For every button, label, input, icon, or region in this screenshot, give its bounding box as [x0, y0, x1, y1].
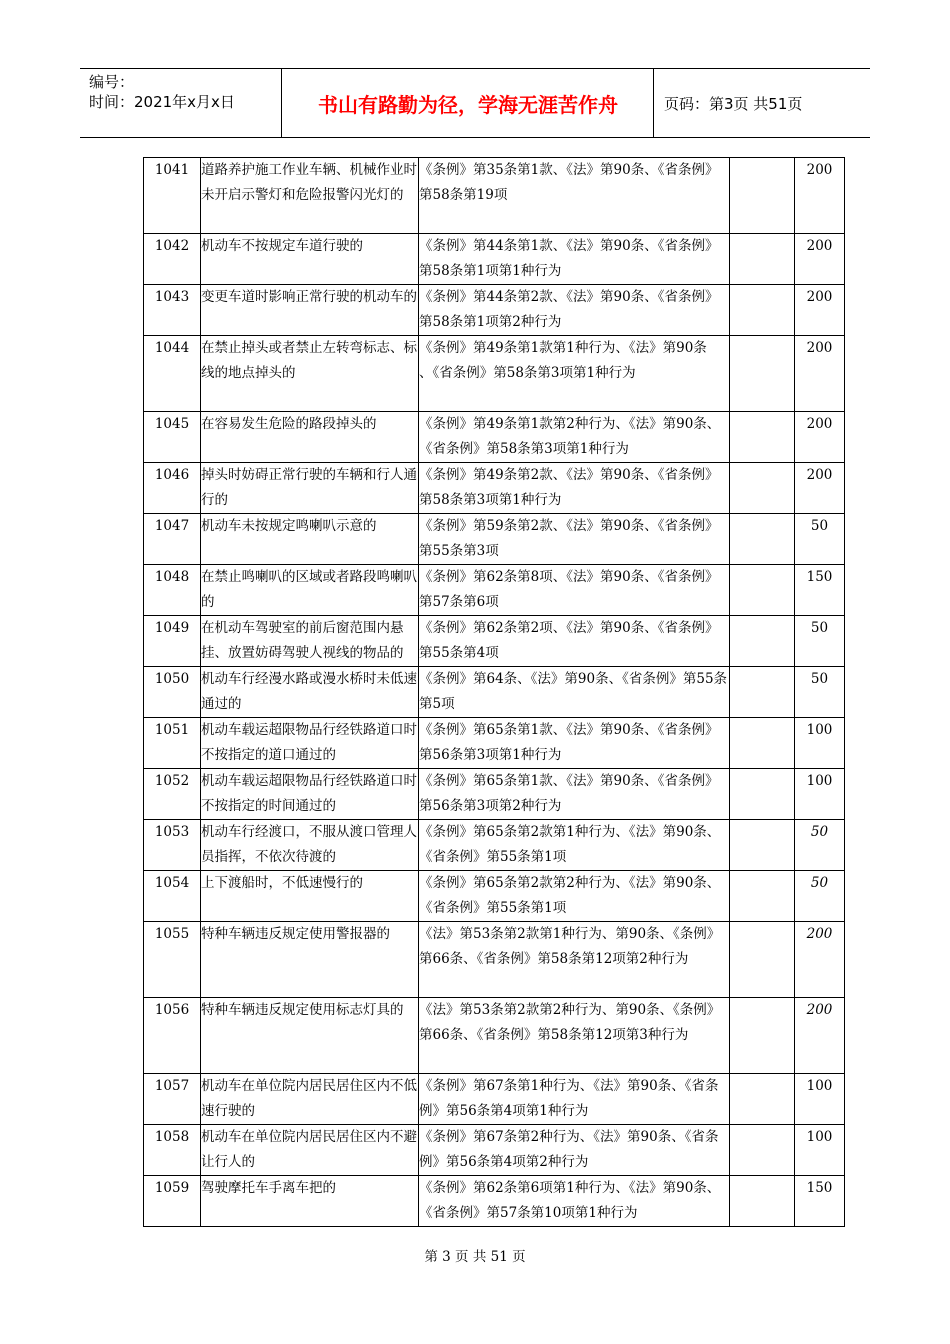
header-motto: 书山有路勤为径，学海无涯苦作舟 — [283, 69, 654, 137]
row-code: 1058 — [144, 1125, 201, 1176]
row-code: 1055 — [144, 922, 201, 998]
row-blank-cell — [730, 1125, 795, 1176]
row-fine-amount: 100 — [795, 1125, 845, 1176]
page-footer: 第 3 页 共 51 页 — [424, 1249, 526, 1265]
header-page-label: 页码：第3页 共51页 — [664, 94, 803, 113]
row-legal-reference: 《条例》第62条第2项、《法》第90条、《省条例》第55条第4项 — [419, 616, 730, 667]
row-blank-cell — [730, 667, 795, 718]
row-fine-amount: 200 — [795, 412, 845, 463]
row-legal-reference: 《条例》第62条第8项、《法》第90条、《省条例》第57条第6项 — [419, 565, 730, 616]
table-row — [144, 769, 845, 820]
row-code: 1057 — [144, 1074, 201, 1125]
row-fine-amount: 200 — [795, 285, 845, 336]
row-blank-cell — [730, 820, 795, 871]
row-legal-reference: 《条例》第65条第1款、《法》第90条、《省条例》第56条第3项第2种行为 — [419, 769, 730, 820]
row-description: 机动车行经渡口，不服从渡口管理人员指挥，不依次待渡的 — [201, 820, 419, 871]
row-fine-amount: 200 — [795, 463, 845, 514]
table-row — [144, 718, 845, 769]
row-description: 掉头时妨碍正常行驶的车辆和行人通行的 — [201, 463, 419, 514]
row-blank-cell — [730, 565, 795, 616]
table-row — [144, 871, 845, 922]
table-row — [144, 158, 845, 234]
row-description: 特种车辆违反规定使用警报器的 — [201, 922, 419, 998]
row-code: 1045 — [144, 412, 201, 463]
row-legal-reference: 《条例》第44条第1款、《法》第90条、《省条例》第58条第1项第1种行为 — [419, 234, 730, 285]
row-code: 1050 — [144, 667, 201, 718]
row-code: 1043 — [144, 285, 201, 336]
row-code: 1049 — [144, 616, 201, 667]
row-code: 1059 — [144, 1176, 201, 1227]
row-code: 1053 — [144, 820, 201, 871]
row-code: 1042 — [144, 234, 201, 285]
row-description: 机动车在单位院内居民居住区内不低速行驶的 — [201, 1074, 419, 1125]
row-description: 上下渡船时，不低速慢行的 — [201, 871, 419, 922]
row-legal-reference: 《条例》第44条第2款、《法》第90条、《省条例》第58条第1项第2种行为 — [419, 285, 730, 336]
violation-table — [143, 157, 845, 1227]
row-description: 变更车道时影响正常行驶的机动车的 — [201, 285, 419, 336]
row-description: 道路养护施工作业车辆、机械作业时未开启示警灯和危险报警闪光灯的 — [201, 158, 419, 234]
row-legal-reference: 《条例》第65条第1款、《法》第90条、《省条例》第56条第3项第1种行为 — [419, 718, 730, 769]
row-fine-amount: 50 — [795, 820, 845, 871]
table-row — [144, 463, 845, 514]
table-row — [144, 1074, 845, 1125]
row-description: 机动车在单位院内居民居住区内不避让行人的 — [201, 1125, 419, 1176]
row-blank-cell — [730, 1074, 795, 1125]
row-blank-cell — [730, 412, 795, 463]
row-fine-amount: 200 — [795, 234, 845, 285]
table-row — [144, 998, 845, 1074]
row-fine-amount: 200 — [795, 336, 845, 412]
row-blank-cell — [730, 998, 795, 1074]
row-fine-amount: 200 — [795, 998, 845, 1074]
row-code: 1041 — [144, 158, 201, 234]
row-code: 1048 — [144, 565, 201, 616]
table-row — [144, 616, 845, 667]
row-legal-reference: 《条例》第59条第2款、《法》第90条、《省条例》第55条第3项 — [419, 514, 730, 565]
time-label: 时间：2021年x月x日 — [89, 93, 235, 111]
row-description: 机动车行经漫水路或漫水桥时未低速通过的 — [201, 667, 419, 718]
row-legal-reference: 《条例》第35条第1款、《法》第90条、《省条例》第58条第19项 — [419, 158, 730, 234]
table-row — [144, 820, 845, 871]
row-description: 在禁止鸣喇叭的区域或者路段鸣喇叭的 — [201, 565, 419, 616]
row-fine-amount: 150 — [795, 1176, 845, 1227]
header-meta — [80, 69, 282, 137]
row-legal-reference: 《条例》第65条第2款第1种行为、《法》第90条、《省条例》第55条第1项 — [419, 820, 730, 871]
table-row — [144, 1125, 845, 1176]
row-description: 机动车未按规定鸣喇叭示意的 — [201, 514, 419, 565]
row-description: 在机动车驾驶室的前后窗范围内悬挂、放置妨碍驾驶人视线的物品的 — [201, 616, 419, 667]
row-legal-reference: 《条例》第49条第1款第1种行为、《法》第90条 、《省条例》第58条第3项第1种行为 — [419, 336, 730, 412]
row-legal-reference: 《条例》第67条第1种行为、《法》第90条、《省条例》第56条第4项第1种行为 — [419, 1074, 730, 1125]
row-blank-cell — [730, 1176, 795, 1227]
row-description: 在禁止掉头或者禁止左转弯标志、标线的地点掉头的 — [201, 336, 419, 412]
row-fine-amount: 50 — [795, 616, 845, 667]
row-blank-cell — [730, 769, 795, 820]
row-legal-reference: 《条例》第64条、《法》第90条、《省条例》第55条第5项 — [419, 667, 730, 718]
row-code: 1052 — [144, 769, 201, 820]
row-blank-cell — [730, 718, 795, 769]
row-legal-reference: 《条例》第62条第6项第1种行为、《法》第90条、《省条例》第57条第10项第1种行为 — [419, 1176, 730, 1227]
table-row — [144, 922, 845, 998]
row-blank-cell — [730, 463, 795, 514]
row-fine-amount: 50 — [795, 514, 845, 565]
row-description: 在容易发生危险的路段掉头的 — [201, 412, 419, 463]
table-row — [144, 565, 845, 616]
row-code: 1047 — [144, 514, 201, 565]
row-blank-cell — [730, 285, 795, 336]
row-blank-cell — [730, 234, 795, 285]
violation-table-body — [144, 158, 845, 1227]
page-header — [80, 68, 870, 138]
row-description: 特种车辆违反规定使用标志灯具的 — [201, 998, 419, 1074]
row-description: 机动车不按规定车道行驶的 — [201, 234, 419, 285]
row-code: 1046 — [144, 463, 201, 514]
row-blank-cell — [730, 871, 795, 922]
row-fine-amount: 100 — [795, 718, 845, 769]
row-legal-reference: 《条例》第49条第2款、《法》第90条、《省条例》第58条第3项第1种行为 — [419, 463, 730, 514]
row-legal-reference: 《条例》第49条第1款第2种行为、《法》第90条、《省条例》第58条第3项第1种行为 — [419, 412, 730, 463]
row-fine-amount: 200 — [795, 158, 845, 234]
row-fine-amount: 100 — [795, 769, 845, 820]
row-fine-amount: 200 — [795, 922, 845, 998]
row-legal-reference: 《法》第53条第2款第1种行为、第90条、《条例》第66条、《省条例》第58条第12项第2种行为 — [419, 922, 730, 998]
row-fine-amount: 150 — [795, 565, 845, 616]
row-fine-amount: 100 — [795, 1074, 845, 1125]
row-code: 1051 — [144, 718, 201, 769]
row-blank-cell — [730, 158, 795, 234]
row-blank-cell — [730, 616, 795, 667]
row-blank-cell — [730, 514, 795, 565]
number-label: 编号： — [89, 73, 135, 91]
row-legal-reference: 《条例》第65条第2款第2种行为、《法》第90条、《省条例》第55条第1项 — [419, 871, 730, 922]
table-row — [144, 336, 845, 412]
row-description: 机动车载运超限物品行经铁路道口时不按指定的时间通过的 — [201, 769, 419, 820]
row-code: 1056 — [144, 998, 201, 1074]
row-description: 驾驶摩托车手离车把的 — [201, 1176, 419, 1227]
row-blank-cell — [730, 922, 795, 998]
table-row — [144, 1176, 845, 1227]
row-fine-amount: 50 — [795, 871, 845, 922]
row-code: 1044 — [144, 336, 201, 412]
row-description: 机动车载运超限物品行经铁路道口时不按指定的道口通过的 — [201, 718, 419, 769]
row-fine-amount: 50 — [795, 667, 845, 718]
row-code: 1054 — [144, 871, 201, 922]
row-legal-reference: 《条例》第67条第2种行为、《法》第90条、《省条例》第56条第4项第2种行为 — [419, 1125, 730, 1176]
table-row — [144, 667, 845, 718]
row-legal-reference: 《法》第53条第2款第2种行为、第90条、《条例》第66条、《省条例》第58条第12项第3种行为 — [419, 998, 730, 1074]
table-row — [144, 234, 845, 285]
table-row — [144, 285, 845, 336]
table-row — [144, 412, 845, 463]
table-row — [144, 514, 845, 565]
row-blank-cell — [730, 336, 795, 412]
